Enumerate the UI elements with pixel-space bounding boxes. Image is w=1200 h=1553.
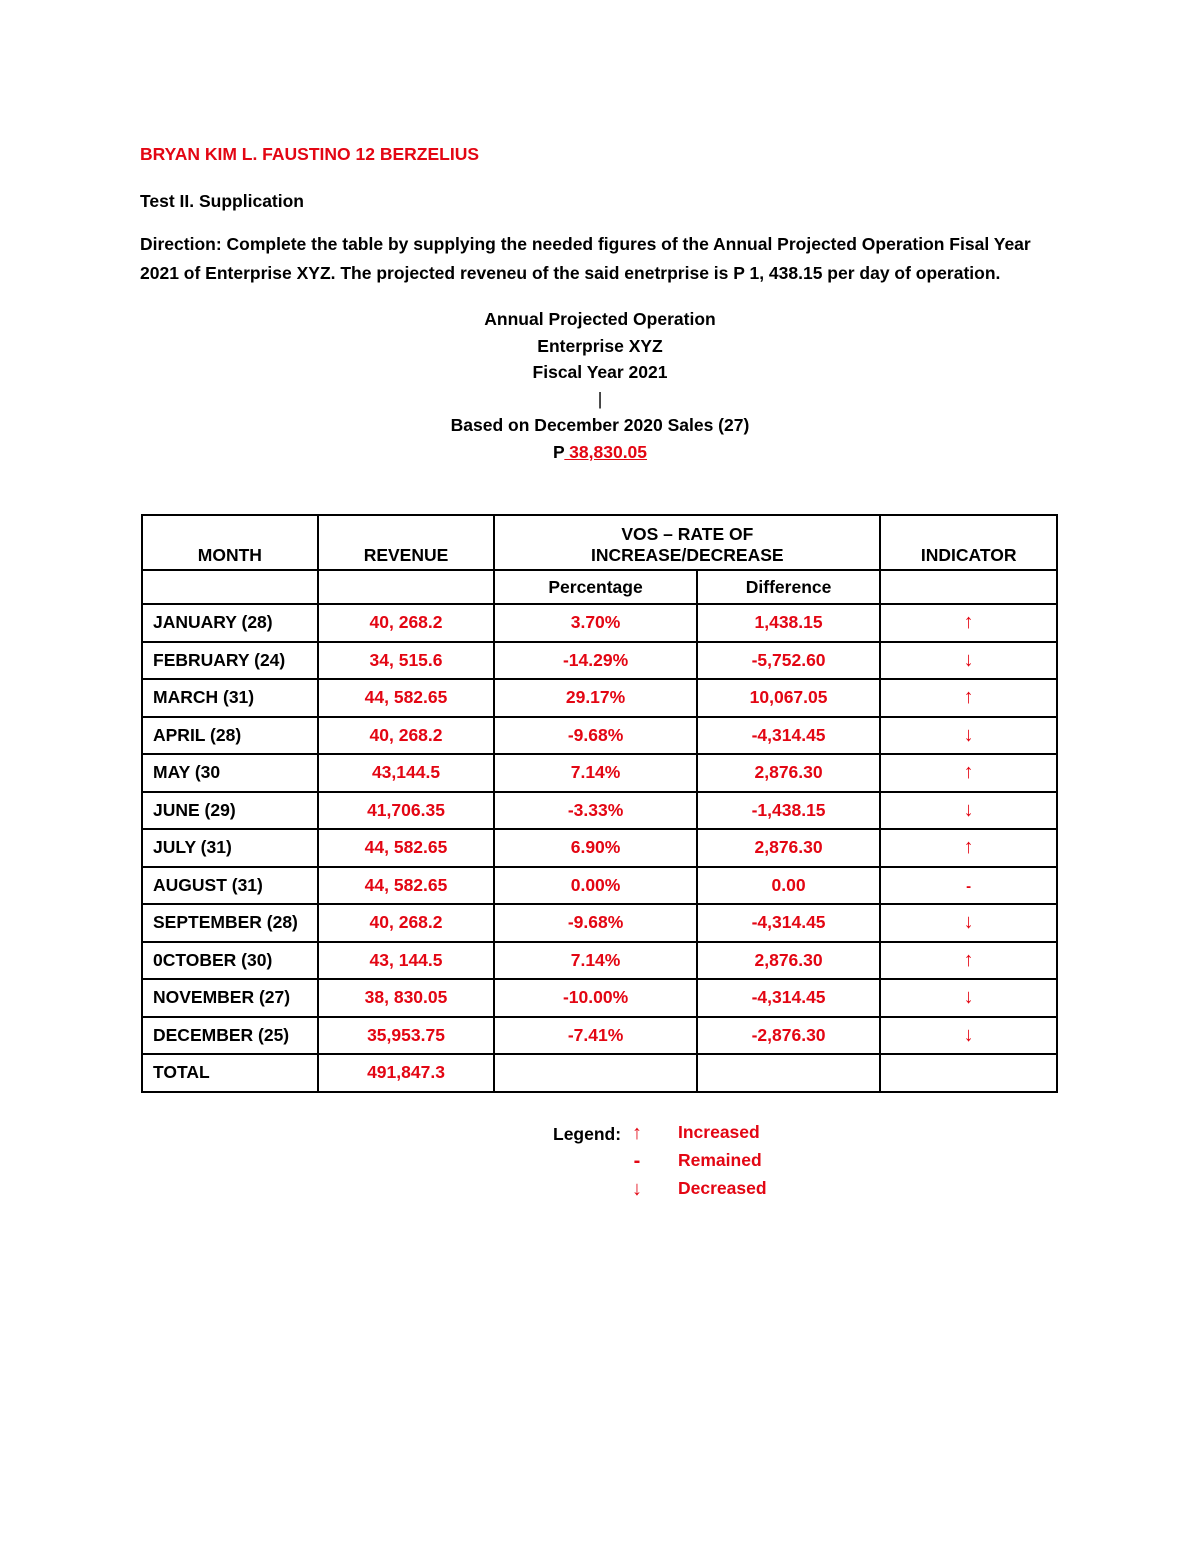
month-cell: SEPTEMBER (28) [142,904,318,942]
percentage-cell: -14.29% [494,642,697,680]
indicator-cell [880,904,1057,942]
revenue-cell: 35,953.75 [318,1017,495,1055]
arrow-down-icon: ↓ [963,723,974,746]
revenue-cell: 40, 268.2 [318,904,495,942]
indicator-cell [880,1017,1057,1055]
enterprise-name: Enterprise XYZ [537,335,663,356]
header-vos-line2: INCREASE/DECREASE [591,545,784,565]
header-vos [494,515,880,570]
report-title: Annual Projected Operation [484,309,716,329]
indicator-cell [880,867,1057,905]
table-row [142,792,1057,830]
legend-increased: Increased [678,1122,760,1142]
subheader-empty [318,570,495,604]
difference-cell: -2,876.30 [697,1017,881,1055]
arrow-up-icon: ↑ [963,948,974,971]
month-cell: NOVEMBER (27) [142,979,318,1017]
indicator-cell [880,979,1057,1017]
difference-cell: 2,876.30 [697,754,881,792]
dash-icon: - [633,1150,641,1172]
table-row [142,679,1057,717]
total-empty-cell [697,1054,881,1092]
table-row [142,754,1057,792]
arrow-up-icon: ↑ [963,611,974,634]
table-subheader-row [142,570,1057,604]
percentage-cell: 3.70% [494,604,697,642]
arrow-up-icon: ↑ [632,1122,642,1144]
revenue-cell: 44, 582.65 [318,679,495,717]
legend [553,1122,813,1206]
projection-table [141,514,1058,1093]
fiscal-year: Fiscal Year 2021 [532,362,668,382]
header-month: MONTH [142,515,318,570]
legend-remained: Remained [678,1150,762,1170]
difference-cell: 2,876.30 [697,942,881,980]
arrow-up-icon: ↑ [963,686,974,709]
arrow-down-icon: ↓ [632,1178,642,1200]
month-cell: MARCH (31) [142,679,318,717]
percentage-cell: 7.14% [494,754,697,792]
indicator-cell [880,679,1057,717]
percentage-cell: -10.00% [494,979,697,1017]
table-row [142,904,1057,942]
table-row [142,642,1057,680]
month-cell: FEBRUARY (24) [142,642,318,680]
table-row [142,829,1057,867]
table-row [142,942,1057,980]
arrow-down-icon: ↓ [963,648,974,671]
total-empty-cell [880,1054,1057,1092]
indicator-cell [880,942,1057,980]
percentage-cell: 29.17% [494,679,697,717]
legend-row [553,1150,813,1178]
month-cell: JUNE (29) [142,792,318,830]
revenue-cell: 38, 830.05 [318,979,495,1017]
student-name: BRYAN KIM L. FAUSTINO 12 BERZELIUS [140,144,480,164]
month-cell: AUGUST (31) [142,867,318,905]
total-revenue: 491,847.3 [318,1054,495,1092]
indicator-cell [880,829,1057,867]
percentage-cell: -7.41% [494,1017,697,1055]
currency-symbol: P [552,441,565,462]
arrow-up-icon: ↑ [963,836,974,859]
revenue-cell: 44, 582.65 [318,867,495,905]
test-title: Test II. Supplication [140,191,304,211]
indicator-cell [880,717,1057,755]
percentage-cell: -3.33% [494,792,697,830]
header-difference: Difference [697,570,881,604]
difference-cell: -4,314.45 [697,904,881,942]
arrow-down-icon: ↓ [963,911,974,934]
header-vos-line1: VOS – RATE OF [621,524,754,544]
revenue-cell: 40, 268.2 [318,604,495,642]
revenue-cell: 41,706.35 [318,792,495,830]
table-row [142,1017,1057,1055]
legend-row [553,1122,813,1150]
difference-cell: 1,438.15 [697,604,881,642]
month-cell: MAY (30 [142,754,318,792]
percentage-cell: 7.14% [494,942,697,980]
revenue-cell: 43,144.5 [318,754,495,792]
basis-amount [140,439,1060,466]
arrow-down-icon: ↓ [963,986,974,1009]
percentage-cell: -9.68% [494,904,697,942]
indicator-cell [880,604,1057,642]
report-title-block [140,306,1060,465]
table-row [142,979,1057,1017]
basis-amount-value: 38,830.05 [564,441,648,462]
legend-row [553,1178,813,1206]
table-header-row [142,515,1057,570]
header-revenue: REVENUE [318,515,495,570]
revenue-cell: 40, 268.2 [318,717,495,755]
month-cell: JANUARY (28) [142,604,318,642]
table-row [142,867,1057,905]
revenue-cell: 44, 582.65 [318,829,495,867]
dash-icon: - [966,877,972,895]
month-cell: DECEMBER (25) [142,1017,318,1055]
basis-line: Based on December 2020 Sales (27) [450,415,750,435]
percentage-cell: -9.68% [494,717,697,755]
direction-text: Direction: Complete the table by supplying the needed figures of the Annual Projected Operation Fisal Year 2021 of Enterprise XYZ. The projected reveneu of the said enetrprise is P 1, 438.15 per day of operation. [140,234,1031,283]
arrow-down-icon: ↓ [963,798,974,821]
arrow-down-icon: ↓ [963,1023,974,1046]
difference-cell: 10,067.05 [697,679,881,717]
header-indicator: INDICATOR [880,515,1057,570]
indicator-cell [880,642,1057,680]
difference-cell: 2,876.30 [697,829,881,867]
difference-cell: -4,314.45 [697,717,881,755]
difference-cell: -5,752.60 [697,642,881,680]
subheader-empty [880,570,1057,604]
difference-cell: -4,314.45 [697,979,881,1017]
header-percentage: Percentage [494,570,697,604]
arrow-up-icon: ↑ [963,761,974,784]
percentage-cell: 0.00% [494,867,697,905]
total-empty-cell [494,1054,697,1092]
subheader-empty [142,570,318,604]
indicator-cell [880,792,1057,830]
indicator-cell [880,754,1057,792]
total-label: TOTAL [142,1054,318,1092]
difference-cell: -1,438.15 [697,792,881,830]
document-body [140,140,1060,465]
legend-label: Legend: [553,1124,622,1144]
total-row [142,1054,1057,1092]
revenue-cell: 34, 515.6 [318,642,495,680]
separator: | [597,388,603,409]
month-cell: JULY (31) [142,829,318,867]
table-row [142,604,1057,642]
revenue-cell: 43, 144.5 [318,942,495,980]
percentage-cell: 6.90% [494,829,697,867]
table-row [142,717,1057,755]
month-cell: APRIL (28) [142,717,318,755]
difference-cell: 0.00 [697,867,881,905]
month-cell: 0CTOBER (30) [142,942,318,980]
legend-decreased: Decreased [678,1178,767,1198]
